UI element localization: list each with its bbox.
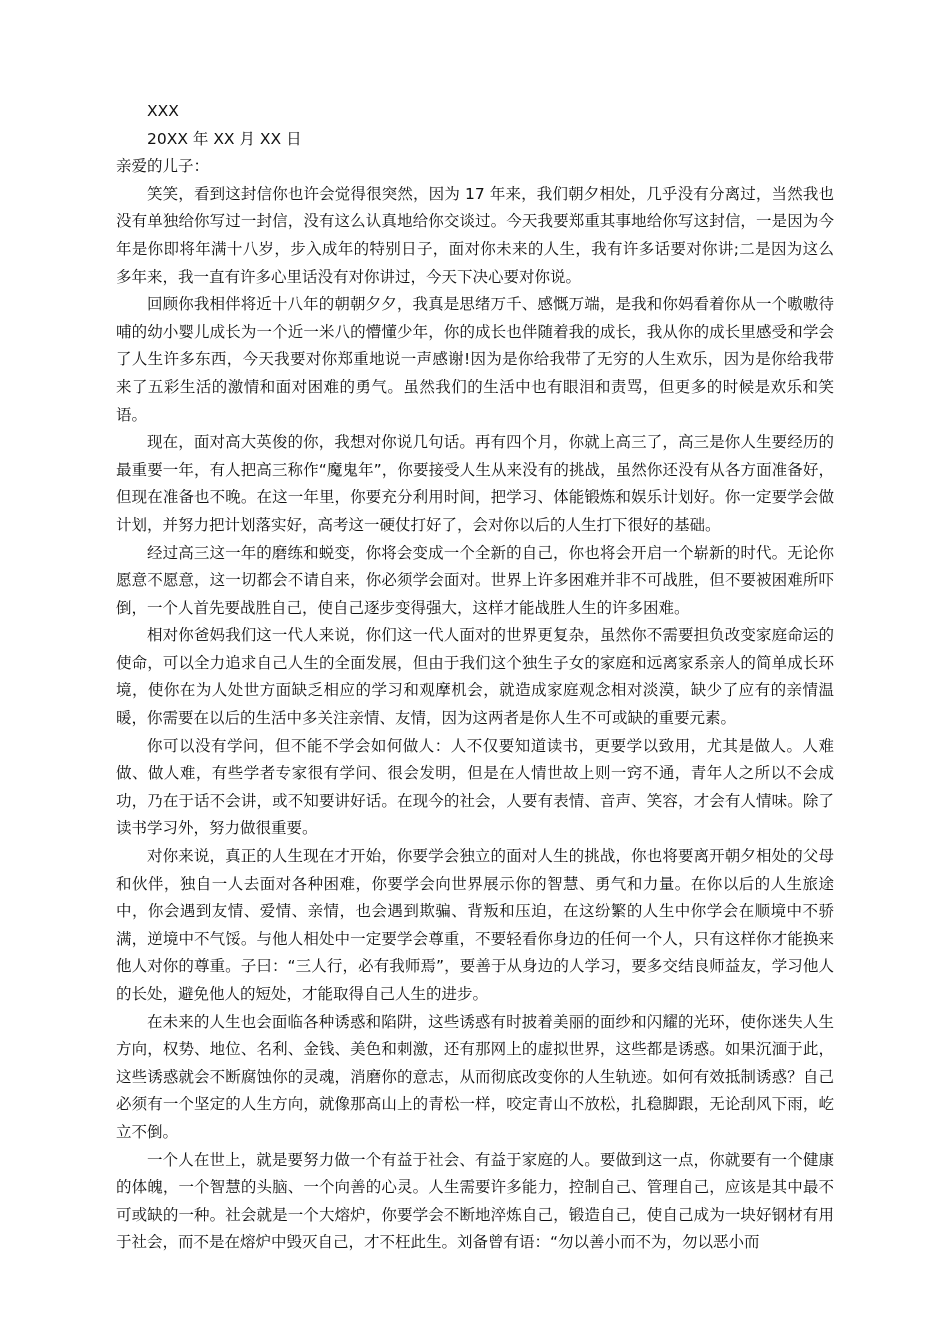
letter-date: 20XX 年 XX 月 XX 日 <box>147 129 302 148</box>
paragraph-7: 对你来说，真正的人生现在才开始，你要学会独立的面对人生的挑战，你也将要离开朝夕相处的父母和伙伴，独自一人去面对各种困难，你要学会向世界展示你的智慧、勇气和力量。在你以后的人生旅途中，你会遇到友情、爱情、亲情，也会遇到欺骗、背叛和压迫，在这纷繁的人生中你学会在顺境中不骄满，逆境中不气馁。与他人相处中一定要学会尊重，不要轻看你身边的任何一个人，只有这样你才能换来他人对你的尊重。子曰：“三人行，必有我师焉”，要善于从身边的人学习，要多交结良师益友，学习他人的长处，避免他人的短处，才能取得自己人生的进步。 <box>116 847 834 1003</box>
paragraph-6: 你可以没有学问，但不能不学会如何做人：人不仅要知道读书，更要学以致用，尤其是做人。人难做、做人难，有些学者专家很有学问、很会发明，但是在人情世故上则一窍不通，青年人之所以不会成功，乃在于话不会讲，或不知要讲好话。在现今的社会，人要有表情、音声、笑容，才会有人情味。除了读书学习外，努力做很重要。 <box>116 736 834 838</box>
paragraph-2: 回顾你我相伴将近十八年的朝朝夕夕，我真是思绪万千、感慨万端，是我和你妈看着你从一个嗷嗷待哺的幼小婴儿成长为一个近一米八的懵懂少年，你的成长也伴随着我的成长，我从你的成长里感受和学会了人生许多东西，今天我要对你郑重地说一声感谢!因为是你给我带了无穷的人生欢乐，因为是你给我带来了五彩生活的激情和面对困难的勇气。虽然我们的生活中也有眼泪和责骂，但更多的时候是欢乐和笑语。 <box>116 295 834 424</box>
paragraph-3: 现在，面对高大英俊的你，我想对你说几句话。再有四个月，你就上高三了，高三是你人生要经历的最重要一年，有人把高三称作“魔鬼年”，你要接受人生从来没有的挑战，虽然你还没有从各方面准备好，但现在准备也不晚。在这一年里，你要充分利用时间，把学习、体能锻炼和娱乐计划好。你一定要学会做计划，并努力把计划落实好，高考这一硬仗打好了，会对你以后的人生打下很好的基础。 <box>116 433 834 534</box>
letter-page <box>116 98 834 1257</box>
paragraph-4: 经过高三这一年的磨练和蜕变，你将会变成一个全新的自己，你也将会开启一个崭新的时代。无论你愿意不愿意，这一切都会不请自来，你必须学会面对。世界上许多困难并非不可战胜，但不要被困难所吓倒，一个人首先要战胜自己，使自己逐步变得强大，这样才能战胜人生的许多困难。 <box>116 543 834 617</box>
paragraph-9: 一个人在世上，就是要努力做一个有益于社会、有益于家庭的人。要做到这一点，你就要有一个健康的体魄，一个智慧的头脑、一个向善的心灵。人生需要许多能力，控制自己、管理自己，应该是其中最不可或缺的一种。社会就是一个大熔炉，你要学会不断地淬炼自己，锻造自己，使自己成为一块好钢材有用于社会，而不是在熔炉中毁灭自己，才不枉此生。刘备曾有语：“勿以善小而不为，勿以恶小而 <box>116 1150 834 1252</box>
paragraph-5: 相对你爸妈我们这一代人来说，你们这一代人面对的世界更复杂，虽然你不需要担负改变家庭命运的使命，可以全力追求自己人生的全面发展，但由于我们这个独生子女的家庭和远离家系亲人的简单成长环境，使你在为人处世方面缺乏相应的学习和观摩机会，就造成家庭观念相对淡漠，缺少了应有的亲情温暖，你需要在以后的生活中多关注亲情、友情，因为这两者是你人生不可或缺的重要元素。 <box>116 626 834 728</box>
paragraph-8: 在未来的人生也会面临各种诱惑和陷阱，这些诱惑有时披着美丽的面纱和闪耀的光环，使你迷失人生方向，权势、地位、名利、金钱、美色和刺激，还有那网上的虚拟世界，这些都是诱惑。如果沉湎于此，这些诱惑就会不断腐蚀你的灵魂，消磨你的意志，从而彻底改变你的人生轨迹。如何有效抵制诱惑？自己必须有一个坚定的人生方向，就像那高山上的青松一样，咬定青山不放松，扎稳脚跟，无论刮风下雨，屹立不倒。 <box>116 1012 834 1141</box>
paragraph-1: 笑笑，看到这封信你也许会觉得很突然，因为 17 年来，我们朝夕相处，几乎没有分离过，当然我也没有单独给你写过一封信，没有这么认真地给你交谈过。今天我要郑重其事地给你写这封信，一是因为今年是你即将年满十八岁，步入成年的特别日子，面对你未来的人生，我有许多话要对你讲;二是因为这么多年来，我一直有许多心里话没有对你讲过，今天下决心要对你说。 <box>116 184 834 286</box>
salutation: 亲爱的儿子： <box>116 157 210 176</box>
signature: XXX <box>147 102 179 120</box>
